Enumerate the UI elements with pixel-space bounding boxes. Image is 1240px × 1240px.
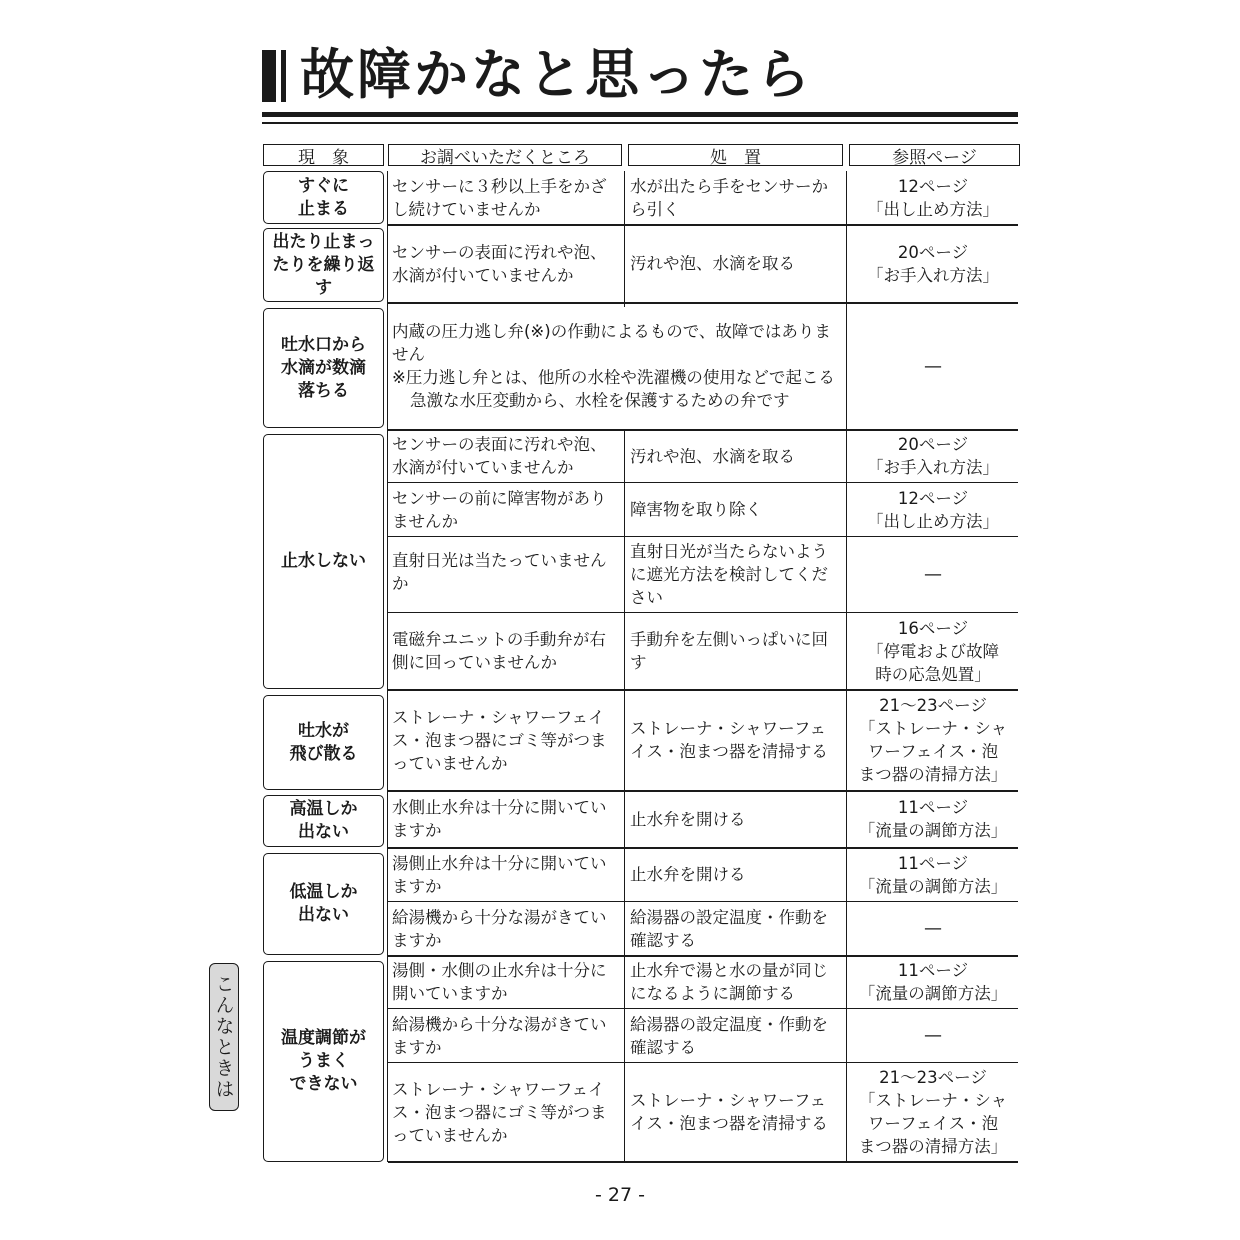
check-cell: 直射日光は当たっていませんか: [392, 551, 607, 593]
header-phenomenon: 現 象: [263, 144, 384, 166]
ref-cell: 21～23ページ 「ストレーナ・シャ ワーフェイス・泡 まつ器の清掃方法」: [858, 1068, 1008, 1156]
ref-cell: 11ページ 「流量の調節方法」: [858, 853, 1008, 896]
ref-cell: 20ページ 「お手入れ方法」: [867, 435, 999, 477]
ref-cell: —: [924, 564, 942, 585]
title-mark-thin: [281, 50, 286, 102]
note-cell: [388, 304, 846, 428]
symptom-temperature-adjust: 温度調節が うまく できない: [263, 961, 384, 1162]
symptom-does-not-stop: 止水しない: [263, 434, 384, 689]
ref-cell: 11ページ 「流量の調節方法」: [858, 798, 1008, 840]
header-remedy: 処 置: [628, 144, 843, 166]
symptom-only-hot: 高温しか 出ない: [263, 795, 384, 847]
remedy-cell: 汚れや泡、水滴を取る: [630, 446, 795, 466]
check-cell: センサーの前に障害物がありませんか: [392, 488, 607, 531]
check-cell: センサーの表面に汚れや泡、水滴が付いていませんか: [392, 435, 607, 477]
symptom-starts-stops-repeatedly: 出たり止まったりを繰り返す: [263, 228, 384, 302]
check-cell: 湯側・水側の止水弁は十分に開いていますか: [392, 961, 607, 1003]
check-cell: 給湯機から十分な湯がきていますか: [392, 1014, 607, 1057]
remedy-cell: 手動弁を左側いっぱいに回す: [630, 630, 828, 672]
symptom-only-cold: 低温しか 出ない: [263, 853, 384, 955]
check-cell: 給湯機から十分な湯がきていますか: [392, 907, 607, 950]
title-rule-thin: [262, 122, 1018, 124]
remedy-cell: 直射日光が当たらないように遮光方法を検討してください: [630, 542, 828, 607]
title-mark: [262, 50, 276, 102]
remedy-cell: ストレーナ・シャワーフェイス・泡まつ器を清掃する: [630, 719, 828, 761]
remedy-cell: 止水弁を開ける: [630, 809, 746, 829]
ref-cell: —: [924, 1025, 942, 1046]
remedy-cell: 汚れや泡、水滴を取る: [630, 254, 795, 273]
remedy-cell: 障害物を取り除く: [630, 500, 762, 519]
ref-cell: 12ページ 「出し止め方法」: [867, 488, 999, 531]
ref-cell: 20ページ 「お手入れ方法」: [867, 242, 999, 285]
check-cell: センサーに３秒以上手をかざし続けていませんか: [392, 176, 607, 219]
page-header: [262, 40, 1018, 130]
check-cell: ストレーナ・シャワーフェイス・泡まつ器にゴミ等がつまっていませんか: [392, 1079, 607, 1145]
remedy-cell: 止水弁を開ける: [630, 865, 746, 884]
remedy-cell: 水が出たら手をセンサーから引く: [630, 176, 828, 219]
note-pressure-relief: 内蔵の圧力逃し弁(※)の作動によるもので、故障ではありません: [392, 322, 831, 364]
remedy-cell: 止水弁で湯と水の量が同じになるように調節する: [630, 961, 828, 1003]
ref-cell: 11ページ 「流量の調節方法」: [858, 961, 1008, 1003]
page-number: - 27 -: [595, 1184, 645, 1206]
check-cell: 電磁弁ユニットの手動弁が右側に回っていませんか: [392, 630, 606, 672]
header-check: お調べいただくところ: [388, 144, 622, 166]
note-pressure-relief-detail: ※圧力逃し弁とは、他所の水栓や洗濯機の使用などで起こる急激な水圧変動から、水栓を保護するための弁です: [392, 368, 835, 410]
ref-cell: —: [924, 355, 942, 377]
remedy-cell: 給湯器の設定温度・作動を確認する: [630, 1014, 828, 1057]
check-cell: センサーの表面に汚れや泡、水滴が付いていませんか: [392, 242, 607, 285]
symptom-drips-from-spout: 吐水口から 水滴が数滴 落ちる: [263, 308, 384, 428]
page-title: 故障かなと思ったら: [300, 43, 813, 106]
check-cell: 水側止水弁は十分に開いていますか: [392, 798, 607, 840]
ref-cell: 12ページ 「出し止め方法」: [867, 176, 999, 219]
ref-cell: —: [924, 918, 942, 939]
check-cell: ストレーナ・シャワーフェイス・泡まつ器にゴミ等がつまっていませんか: [392, 707, 607, 773]
remedy-cell: ストレーナ・シャワーフェイス・泡まつ器を清掃する: [630, 1091, 828, 1133]
title-rule-thick: [262, 112, 1018, 117]
symptom-water-splashes: 吐水が 飛び散る: [263, 695, 384, 790]
section-side-tab: こんなときは: [209, 963, 239, 1111]
symptom-stops-immediately: すぐに 止まる: [263, 171, 384, 224]
header-ref: 参照ページ: [849, 144, 1020, 166]
ref-cell: 16ページ 「停電および故障 時の応急処置」: [867, 618, 999, 684]
remedy-cell: 給湯器の設定温度・作動を確認する: [630, 907, 828, 950]
ref-cell: 21～23ページ 「ストレーナ・シャ ワーフェイス・泡 まつ器の清掃方法」: [858, 696, 1008, 784]
check-cell: 湯側止水弁は十分に開いていますか: [392, 853, 607, 896]
